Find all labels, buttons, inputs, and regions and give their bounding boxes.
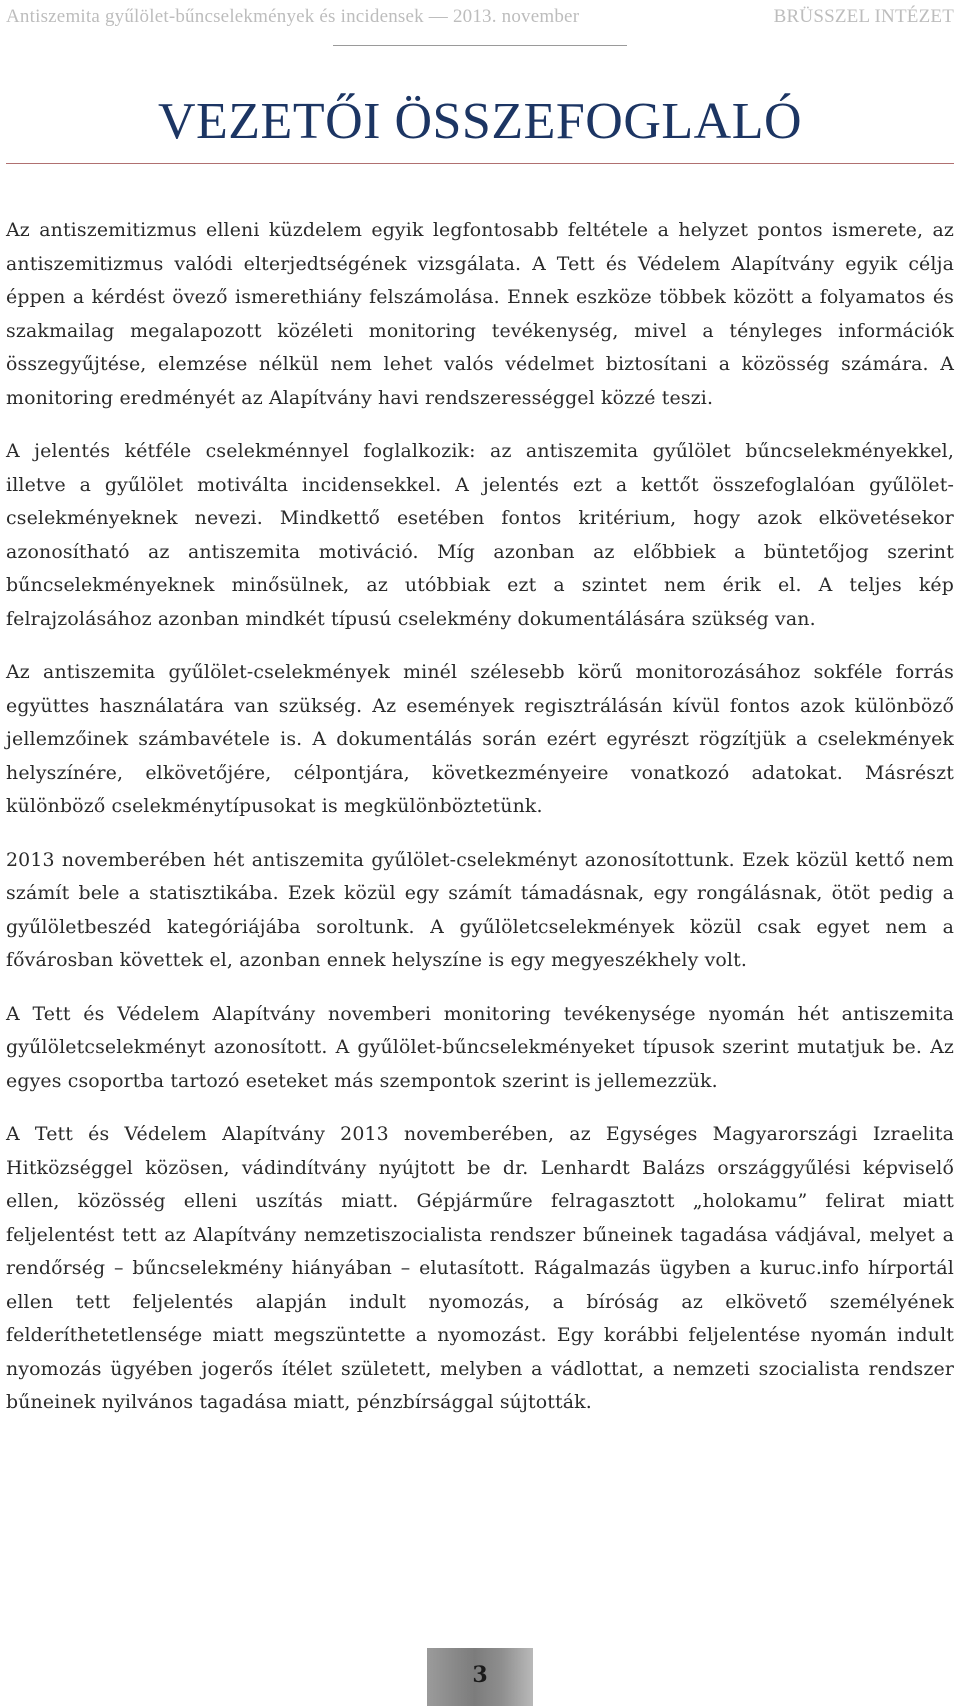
body-text bbox=[6, 214, 954, 1440]
paragraph-1: Az antiszemitizmus elleni küzdelem egyik legfontosabb feltétele a helyzet pontos ismerete, az antiszemitizmus valódi elterjedtségének vizsgálata. A Tett és Védelem Alapítvány egyik célja éppen a kérdést övező ismerethiány felszámolása. Ennek eszköze többek között a folyamatos és szakmailag megalapozott közéleti monitoring tevékenység, mivel a tényleges információk összegyűjtése, elemzése nélkül nem lehet valós védelmet biztosítani a közösség számára. A monitoring eredményét az Alapítvány havi rendszerességgel közzé teszi. bbox=[6, 219, 954, 409]
paragraph-5: A Tett és Védelem Alapítvány novemberi monitoring tevékenysége nyomán hét antiszemita gyűlöletcselekményt azonosított. A gyűlölet-bűncselekményeket típusok szerint mutatjuk be. Az egyes csoportba tartozó eseteket más szempontok szerint is jellemezzük. bbox=[6, 1002, 954, 1092]
paragraph-3: Az antiszemita gyűlölet-cselekmények minél szélesebb körű monitorozásához sokféle forrás együttes használatára van szükség. Az események regisztrálásán kívül fontos azok különböző jellemzőinek számbavétele is. A dokumentálás során ezért egyrészt rögzítjük a cselekmények helyszínére, elkövetőjére, célpontjára, következményeire vonatkozó adatokat. Másrészt különböző cselekménytípusokat is megkülönböztetünk. bbox=[6, 661, 954, 817]
page-number: 3 bbox=[472, 1662, 488, 1688]
header-publisher: BRÜSSZEL INTÉZET bbox=[773, 6, 954, 27]
running-header bbox=[6, 6, 954, 32]
header-divider bbox=[333, 45, 627, 46]
paragraph-6: A Tett és Védelem Alapítvány 2013 novemberében, az Egységes Magyarországi Izraelita Hitközséggel közösen, vádindítvány nyújtott be dr. Lenhardt Balázs országgyűlési képviselő ellen, közösség elleni uszítás miatt. Gépjárműre felragasztott „holokamu” felirat miatt feljelentést tett az Alapítvány nemzetiszocialista rendszer bűneinek tagadása vádjával, melyet a rendőrség – bűncselekmény hiányában – elutasított. Rágalmazás ügyben a kuruc.info hírportál ellen tett feljelentés alapján indult nyomozás, a bíróság az elkövető személyének felderíthetetlensége miatt megszüntette a nyomozást. Egy korábbi feljelentése nyomán indult nyomozás ügyében jogerős ítélet született, melyben a vádlottat, a nemzeti szocialista rendszer bűneinek nyilvános tagadása miatt, pénzbírsággal sújtották. bbox=[6, 1123, 954, 1413]
page-number-box bbox=[427, 1648, 533, 1706]
page-title: VEZETŐI ÖSSZEFOGLALÓ bbox=[157, 93, 803, 150]
paragraph-4: 2013 novemberében hét antiszemita gyűlölet-cselekményt azonosítottunk. Ezek közül kettő nem számít bele a statisztikába. Ezek közül egy számít támadásnak, egy rongálásnak, ötöt pedig a gyűlöletbeszéd kategóriájába soroltunk. A gyűlöletcselekmények közül csak egyet nem a fővárosban követtek el, azonban ennek helyszíne is egy megyeszékhely volt. bbox=[6, 848, 954, 971]
header-publication-title: Antiszemita gyűlölet-bűncselekmények és incidensek — 2013. november bbox=[6, 6, 580, 27]
title-divider bbox=[6, 163, 954, 164]
paragraph-2: A jelentés kétféle cselekménnyel foglalkozik: az antiszemita gyűlölet bűncselekményekkel, illetve a gyűlölet motiválta incidensekkel. A jelentés ezt a kettőt összefoglalóan gyűlölet-cselekményeknek nevezi. Mindkettő esetében fontos kritérium, hogy azok elkövetésekor azonosítható az antiszemita motiváció. Míg azonban az előbbiek a büntetőjog szerint bűncselekményeknek minősülnek, az utóbbiak ezt a szintet nem érik el. A teljes kép felrajzolásához azonban mindkét típusú cselekmény dokumentálására szükség van. bbox=[6, 440, 954, 630]
